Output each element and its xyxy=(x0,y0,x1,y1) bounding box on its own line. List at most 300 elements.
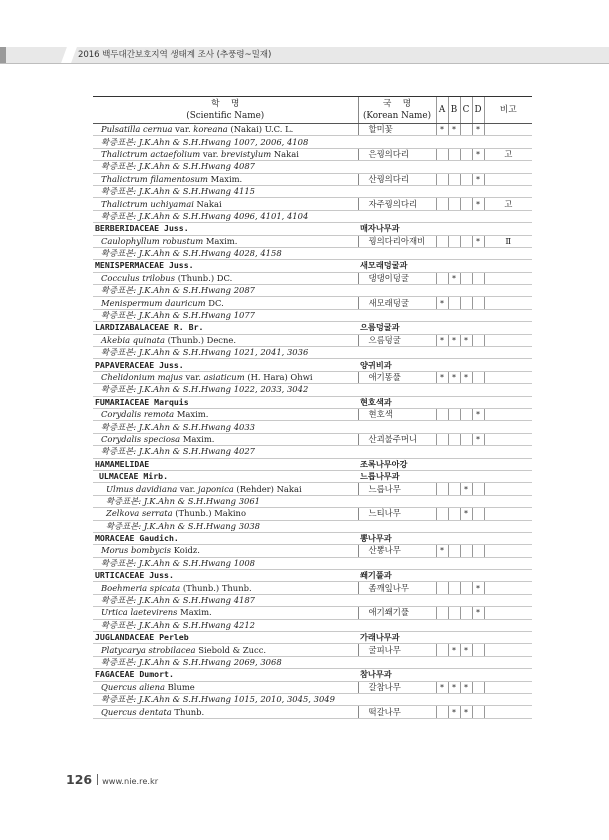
family-korean-cell xyxy=(358,470,436,482)
korean-name: 좀깨잎나무 xyxy=(368,582,409,593)
voucher-row xyxy=(93,285,532,297)
family-korean-name: 가래나무과 xyxy=(360,632,400,643)
korean-name: 산괴불주머니 xyxy=(368,433,418,444)
presence-mark: * xyxy=(452,273,456,283)
empty-cell xyxy=(436,520,448,532)
species-row xyxy=(93,582,532,594)
site-b-cell xyxy=(448,235,460,247)
site-d-cell xyxy=(472,297,484,309)
family-name: FAGACEAE Dumort. xyxy=(95,669,174,680)
empty-cell xyxy=(358,384,436,396)
empty-cell xyxy=(460,247,472,259)
presence-mark: * xyxy=(476,199,480,209)
empty-cell xyxy=(472,557,484,569)
empty-cell xyxy=(460,136,472,148)
site-d-cell xyxy=(472,607,484,619)
korean-name-cell xyxy=(358,433,436,445)
author-citation: (Thunb.) Thunb. xyxy=(180,582,252,593)
remarks-cell xyxy=(484,124,532,136)
family-name: HAMAMELIDAE xyxy=(95,458,150,469)
presence-mark: * xyxy=(440,682,444,692)
species-row xyxy=(93,173,532,185)
species-row xyxy=(93,545,532,557)
empty-cell xyxy=(460,594,472,606)
species-row xyxy=(93,334,532,346)
site-a-cell xyxy=(436,371,448,383)
empty-cell xyxy=(436,309,448,321)
empty-cell xyxy=(358,210,436,222)
site-c-cell xyxy=(460,148,472,160)
presence-mark: * xyxy=(452,645,456,655)
remarks-cell xyxy=(484,408,532,420)
family-name-cell xyxy=(93,260,358,272)
voucher-row xyxy=(93,693,532,705)
korean-name: 떡갈나무 xyxy=(368,706,401,717)
empty-cell xyxy=(460,347,472,359)
header-rule xyxy=(0,63,609,64)
author-citation: Blume xyxy=(164,681,195,692)
empty-cell xyxy=(484,359,532,371)
author-citation: Maxim. xyxy=(177,607,212,618)
korean-name: 새모래덩굴 xyxy=(368,297,409,308)
site-d-cell xyxy=(472,148,484,160)
korean-name: 굴피나무 xyxy=(368,644,401,655)
empty-cell xyxy=(448,470,460,482)
voucher-cell xyxy=(93,594,358,606)
voucher-row xyxy=(93,384,532,396)
empty-cell xyxy=(436,359,448,371)
empty-cell xyxy=(472,223,484,235)
site-b-cell xyxy=(448,297,460,309)
presence-mark: * xyxy=(464,373,468,382)
scientific-name-cell xyxy=(93,198,358,210)
remark: 고 xyxy=(504,198,513,209)
korean-name-cell xyxy=(358,408,436,420)
korean-name: 할미꽃 xyxy=(368,124,393,135)
site-a-cell xyxy=(436,582,448,594)
genus-species: Chelidonium majus xyxy=(101,372,183,382)
remarks-cell xyxy=(484,582,532,594)
family-name-cell xyxy=(93,322,358,334)
empty-cell xyxy=(472,421,484,433)
voucher-text: 확증표본: J.K.Ahn & S.H.Hwang 4087 xyxy=(101,161,256,172)
scientific-name-cell xyxy=(93,408,358,420)
family-korean-cell xyxy=(358,260,436,272)
empty-cell xyxy=(358,446,436,458)
site-d-cell xyxy=(472,483,484,495)
voucher-text: 확증표본: J.K.Ahn & S.H.Hwang 4096, 4101, 4104 xyxy=(101,210,309,221)
family-korean-name: 으름덩굴과 xyxy=(360,322,400,333)
author-citation: (Rehder) Nakai xyxy=(233,483,302,494)
header-scientific-ko: 학 명 xyxy=(211,99,240,109)
empty-cell xyxy=(484,185,532,197)
empty-cell xyxy=(436,656,448,668)
remarks-cell xyxy=(484,545,532,557)
species-row xyxy=(93,681,532,693)
site-d-cell xyxy=(472,124,484,136)
site-b-cell xyxy=(448,198,460,210)
voucher-row xyxy=(93,210,532,222)
page-number: 126 xyxy=(66,772,93,787)
korean-name-cell xyxy=(358,508,436,520)
header-col-d: D xyxy=(472,97,484,124)
empty-cell xyxy=(460,520,472,532)
site-b-cell xyxy=(448,508,460,520)
site-b-cell xyxy=(448,371,460,383)
family-korean-cell xyxy=(358,570,436,582)
voucher-text: 확증표본: J.K.Ahn & S.H.Hwang 4033 xyxy=(101,421,256,432)
site-d-cell xyxy=(472,508,484,520)
empty-cell xyxy=(436,570,448,582)
empty-cell xyxy=(472,693,484,705)
empty-cell xyxy=(484,669,532,681)
family-row xyxy=(93,359,532,371)
species-row xyxy=(93,198,532,210)
korean-name: 현호색 xyxy=(368,409,393,420)
empty-cell xyxy=(448,594,460,606)
site-b-cell xyxy=(448,681,460,693)
empty-cell xyxy=(358,557,436,569)
empty-cell xyxy=(460,532,472,544)
empty-cell xyxy=(460,656,472,668)
species-row xyxy=(93,607,532,619)
korean-name-cell xyxy=(358,297,436,309)
scientific-name-cell xyxy=(93,508,358,520)
empty-cell xyxy=(472,260,484,272)
empty-cell xyxy=(448,632,460,644)
korean-name-cell xyxy=(358,582,436,594)
site-c-cell xyxy=(460,545,472,557)
voucher-cell xyxy=(93,495,358,507)
empty-cell xyxy=(358,619,436,631)
author-citation: Nakai xyxy=(271,148,299,159)
empty-cell xyxy=(472,446,484,458)
empty-cell xyxy=(460,446,472,458)
empty-cell xyxy=(436,384,448,396)
genus-species: Caulophyllum robustum xyxy=(101,235,204,246)
korean-name-cell xyxy=(358,545,436,557)
empty-cell xyxy=(484,693,532,705)
korean-name-cell xyxy=(358,334,436,346)
empty-cell xyxy=(436,669,448,681)
empty-cell xyxy=(448,260,460,272)
site-c-cell xyxy=(460,433,472,445)
presence-mark: * xyxy=(464,682,468,692)
species-row xyxy=(93,644,532,656)
family-row xyxy=(93,322,532,334)
empty-cell xyxy=(436,495,448,507)
remarks-cell xyxy=(484,706,532,718)
empty-cell xyxy=(460,185,472,197)
empty-cell xyxy=(460,470,472,482)
empty-cell xyxy=(484,210,532,222)
empty-cell xyxy=(472,309,484,321)
empty-cell xyxy=(448,458,460,470)
voucher-row xyxy=(93,495,532,507)
scientific-name-cell xyxy=(93,297,358,309)
family-korean-name: 조록나무아강 xyxy=(360,458,408,469)
scientific-name-cell xyxy=(93,607,358,619)
family-row xyxy=(93,396,532,408)
empty-cell xyxy=(460,693,472,705)
korean-name: 느티나무 xyxy=(368,508,401,519)
empty-cell xyxy=(460,570,472,582)
footer-url: www.nie.re.kr xyxy=(102,776,159,786)
scientific-name-cell xyxy=(93,483,358,495)
presence-mark: * xyxy=(476,174,480,184)
empty-cell xyxy=(472,384,484,396)
family-name: URTICACEAE Juss. xyxy=(95,570,174,581)
empty-cell xyxy=(472,656,484,668)
site-c-cell xyxy=(460,297,472,309)
empty-cell xyxy=(484,632,532,644)
family-row xyxy=(93,532,532,544)
family-name: MORACEAE Gaudich. xyxy=(95,533,179,544)
site-a-cell xyxy=(436,297,448,309)
site-d-cell xyxy=(472,173,484,185)
family-row xyxy=(93,458,532,470)
author-citation: Maxim. xyxy=(174,409,209,420)
site-a-cell xyxy=(436,433,448,445)
empty-cell xyxy=(472,570,484,582)
empty-cell xyxy=(460,285,472,297)
empty-cell xyxy=(436,285,448,297)
site-c-cell xyxy=(460,681,472,693)
empty-cell xyxy=(484,347,532,359)
empty-cell xyxy=(472,470,484,482)
voucher-text: 확증표본: J.K.Ahn & S.H.Hwang 1077 xyxy=(101,310,256,321)
scientific-name-cell xyxy=(93,272,358,284)
empty-cell xyxy=(448,421,460,433)
scientific-name-cell xyxy=(93,173,358,185)
empty-cell xyxy=(448,223,460,235)
korean-name-cell xyxy=(358,706,436,718)
empty-cell xyxy=(484,656,532,668)
empty-cell xyxy=(472,520,484,532)
empty-cell xyxy=(448,359,460,371)
empty-cell xyxy=(448,210,460,222)
site-a-cell xyxy=(436,644,448,656)
site-c-cell xyxy=(460,508,472,520)
voucher-text: 확증표본: J.K.Ahn & S.H.Hwang 1007, 2006, 4108 xyxy=(101,136,309,147)
species-row xyxy=(93,371,532,383)
empty-cell xyxy=(484,619,532,631)
header-accent-bar xyxy=(0,47,6,63)
empty-cell xyxy=(472,322,484,334)
empty-cell xyxy=(460,223,472,235)
voucher-cell xyxy=(93,309,358,321)
empty-cell xyxy=(472,632,484,644)
empty-cell xyxy=(472,458,484,470)
presence-mark: * xyxy=(452,335,456,345)
voucher-row xyxy=(93,656,532,668)
empty-cell xyxy=(484,458,532,470)
header-korean-name xyxy=(358,97,436,124)
presence-mark: * xyxy=(476,236,480,246)
remarks-cell xyxy=(484,272,532,284)
empty-cell xyxy=(436,557,448,569)
presence-mark: * xyxy=(464,335,468,345)
empty-cell xyxy=(448,669,460,681)
empty-cell xyxy=(472,359,484,371)
empty-cell xyxy=(484,396,532,408)
genus-species: Corydalis remota xyxy=(101,409,175,420)
scientific-name-cell xyxy=(93,706,358,718)
rank-marker: var. xyxy=(200,148,222,159)
korean-name: 으름덩굴 xyxy=(368,334,401,345)
voucher-text: 확증표본: J.K.Ahn & S.H.Hwang 4028, 4158 xyxy=(101,248,282,259)
family-row xyxy=(93,223,532,235)
empty-cell xyxy=(448,322,460,334)
genus-species: Quercus aliena xyxy=(101,681,165,692)
empty-cell xyxy=(358,285,436,297)
korean-name: 산꿩의다리 xyxy=(368,173,409,184)
family-korean-name: 새모래덩굴과 xyxy=(360,260,408,271)
voucher-text: 확증표본: J.K.Ahn & S.H.Hwang 3061 xyxy=(106,495,261,506)
empty-cell xyxy=(358,693,436,705)
voucher-cell xyxy=(93,210,358,222)
family-name-cell xyxy=(93,359,358,371)
korean-name-cell xyxy=(358,272,436,284)
korean-name: 갈참나무 xyxy=(368,681,401,692)
genus-species: Ulmus davidiana xyxy=(106,483,178,494)
remarks-cell xyxy=(484,371,532,383)
korean-name-cell xyxy=(358,644,436,656)
site-c-cell xyxy=(460,408,472,420)
korean-name-cell xyxy=(358,483,436,495)
empty-cell xyxy=(484,384,532,396)
site-a-cell xyxy=(436,235,448,247)
empty-cell xyxy=(472,210,484,222)
empty-cell xyxy=(448,136,460,148)
species-row xyxy=(93,433,532,445)
site-b-cell xyxy=(448,483,460,495)
empty-cell xyxy=(460,322,472,334)
presence-mark: * xyxy=(476,608,480,618)
site-a-cell xyxy=(436,408,448,420)
site-b-cell xyxy=(448,272,460,284)
empty-cell xyxy=(460,210,472,222)
presence-mark: * xyxy=(440,546,444,556)
empty-cell xyxy=(358,347,436,359)
empty-cell xyxy=(484,532,532,544)
empty-cell xyxy=(436,322,448,334)
voucher-text: 확증표본: J.K.Ahn & S.H.Hwang 4187 xyxy=(101,595,256,606)
empty-cell xyxy=(484,594,532,606)
korean-name: 애기똥풀 xyxy=(368,372,401,382)
empty-cell xyxy=(436,532,448,544)
site-b-cell xyxy=(448,644,460,656)
site-d-cell xyxy=(472,198,484,210)
header-scientific-name xyxy=(93,97,358,124)
presence-mark: * xyxy=(440,335,444,345)
empty-cell xyxy=(460,619,472,631)
site-b-cell xyxy=(448,706,460,718)
empty-cell xyxy=(358,421,436,433)
voucher-cell xyxy=(93,285,358,297)
empty-cell xyxy=(448,520,460,532)
genus-species: Platycarya strobilacea xyxy=(101,644,196,655)
empty-cell xyxy=(460,632,472,644)
site-b-cell xyxy=(448,334,460,346)
site-a-cell xyxy=(436,607,448,619)
empty-cell xyxy=(472,532,484,544)
empty-cell xyxy=(448,285,460,297)
empty-cell xyxy=(484,446,532,458)
site-b-cell xyxy=(448,408,460,420)
site-a-cell xyxy=(436,148,448,160)
empty-cell xyxy=(484,520,532,532)
species-row xyxy=(93,124,532,136)
remarks-cell xyxy=(484,433,532,445)
empty-cell xyxy=(436,619,448,631)
site-b-cell xyxy=(448,148,460,160)
page-header xyxy=(0,0,609,68)
table-header-row xyxy=(93,97,532,124)
empty-cell xyxy=(472,347,484,359)
site-c-cell xyxy=(460,607,472,619)
site-d-cell xyxy=(472,272,484,284)
voucher-text: 확증표본: J.K.Ahn & S.H.Hwang 4212 xyxy=(101,619,256,630)
family-korean-name: 현호색과 xyxy=(360,396,392,407)
species-row xyxy=(93,508,532,520)
voucher-row xyxy=(93,594,532,606)
genus-species: Urtica laetevirens xyxy=(101,607,178,618)
genus-species: Boehmeria spicata xyxy=(101,582,181,593)
voucher-cell xyxy=(93,693,358,705)
empty-cell xyxy=(358,520,436,532)
presence-mark: * xyxy=(476,149,480,159)
presence-mark: * xyxy=(464,484,468,494)
presence-mark: * xyxy=(440,373,444,382)
presence-mark: * xyxy=(464,707,468,717)
header-remarks: 비고 xyxy=(484,97,532,124)
scientific-name-cell xyxy=(93,334,358,346)
site-d-cell xyxy=(472,545,484,557)
header-col-b: B xyxy=(448,97,460,124)
author-citation: Koidz. xyxy=(171,545,200,556)
korean-name: 꿩의다리아재비 xyxy=(368,235,426,246)
species-row xyxy=(93,483,532,495)
author-citation: Nakai xyxy=(193,198,222,209)
empty-cell xyxy=(460,161,472,173)
voucher-cell xyxy=(93,421,358,433)
presence-mark: * xyxy=(440,125,444,135)
presence-mark: * xyxy=(452,373,456,382)
family-korean-cell xyxy=(358,223,436,235)
voucher-cell xyxy=(93,161,358,173)
voucher-text: 확증표본: J.K.Ahn & S.H.Hwang 3038 xyxy=(106,520,261,531)
site-a-cell xyxy=(436,681,448,693)
site-a-cell xyxy=(436,545,448,557)
empty-cell xyxy=(436,185,448,197)
empty-cell xyxy=(436,458,448,470)
site-d-cell xyxy=(472,334,484,346)
empty-cell xyxy=(448,570,460,582)
author-citation: DC. xyxy=(205,297,224,308)
rank-marker: var. xyxy=(177,483,199,494)
voucher-cell xyxy=(93,136,358,148)
presence-mark: * xyxy=(464,509,468,519)
empty-cell xyxy=(436,347,448,359)
voucher-row xyxy=(93,619,532,631)
empty-cell xyxy=(448,384,460,396)
site-b-cell xyxy=(448,545,460,557)
site-c-cell xyxy=(460,235,472,247)
empty-cell xyxy=(460,421,472,433)
remark: Ⅱ xyxy=(505,235,512,246)
family-row xyxy=(93,632,532,644)
